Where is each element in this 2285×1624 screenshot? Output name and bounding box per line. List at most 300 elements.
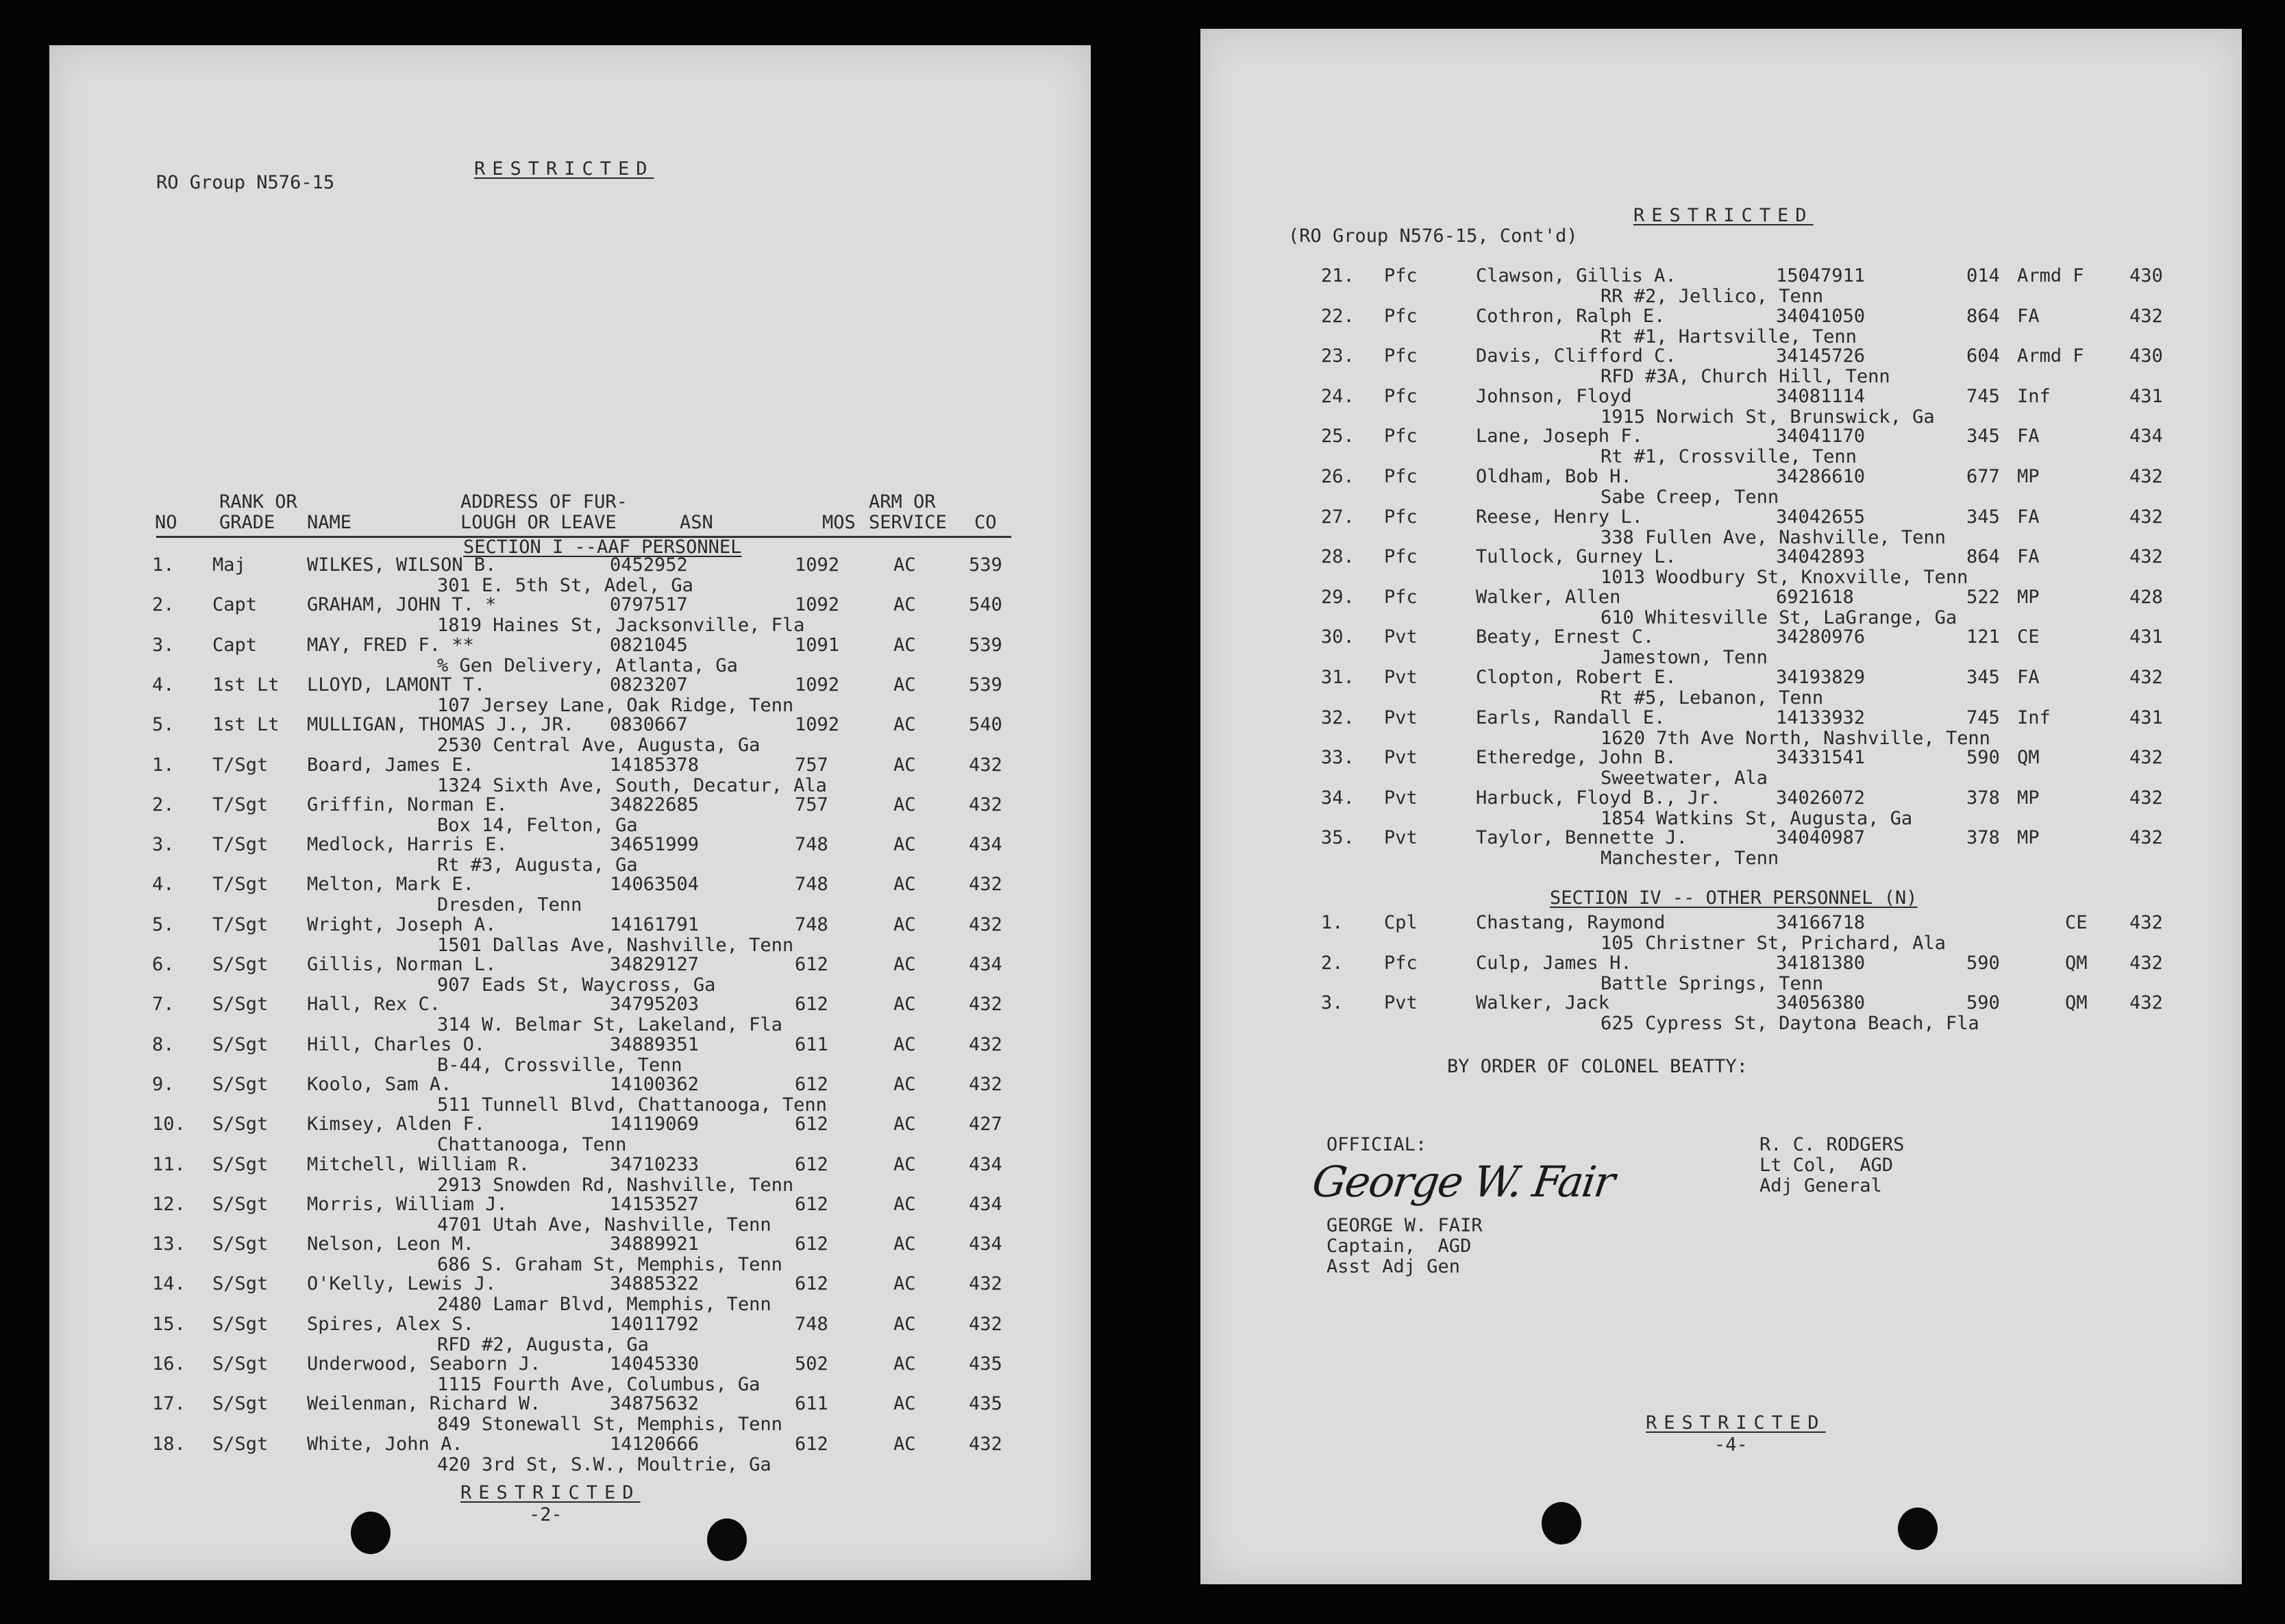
row-rank: S/Sgt [212, 1433, 269, 1455]
row-mos: 014 [1966, 265, 2000, 286]
row-company: 432 [969, 874, 1002, 896]
row-number: 17. [152, 1393, 186, 1415]
row-number: 2. [152, 793, 175, 815]
row-rank: Capt [212, 634, 258, 656]
table-row [1200, 828, 2242, 869]
row-name: Walker, Allen [1476, 586, 1621, 608]
row-address: 1620 7th Ave North, Nashville, Tenn [1601, 727, 1990, 749]
row-number: 3. [1321, 992, 1344, 1014]
row-arm-service: AC [893, 1193, 916, 1215]
table-row [1200, 346, 2242, 387]
row-company: 432 [2129, 912, 2163, 933]
row-number: 2. [1321, 952, 1344, 974]
row-number: 7. [152, 994, 175, 1016]
row-name: O'Kelly, Lewis J. [307, 1273, 497, 1295]
punch-hole [351, 1512, 391, 1554]
row-arm-service: QM [2017, 747, 2040, 769]
row-mos: 757 [795, 793, 828, 815]
row-arm-service: CE [2017, 626, 2040, 648]
row-arm-service: MP [2017, 827, 2040, 849]
row-mos: 1092 [795, 554, 840, 576]
table-row [49, 1035, 1091, 1076]
row-arm-service: AC [893, 874, 916, 896]
row-address: Battle Springs, Tenn [1601, 972, 1824, 994]
row-company: 435 [969, 1393, 1002, 1415]
section-title: SECTION I --AAF PERSONNEL [463, 537, 742, 558]
official-label: OFFICIAL: [1326, 1134, 1427, 1155]
row-name: Melton, Mark E. [307, 874, 474, 896]
row-address: 686 S. Graham St, Memphis, Tenn [437, 1254, 782, 1276]
row-arm-service: AC [893, 1073, 916, 1095]
document-page-right [1200, 29, 2242, 1584]
row-arm-service: FA [2017, 305, 2040, 327]
row-name: Johnson, Floyd [1476, 385, 1632, 407]
row-asn: 6921618 [1776, 586, 1854, 608]
row-company: 432 [969, 793, 1002, 815]
table-row [1200, 748, 2242, 789]
row-mos: 612 [795, 1233, 828, 1255]
row-mos: 590 [1966, 747, 2000, 769]
row-address: 1115 Fourth Ave, Columbus, Ga [437, 1374, 761, 1395]
row-address: 4701 Utah Ave, Nashville, Tenn [437, 1214, 771, 1235]
row-name: MAY, FRED F. ** [307, 634, 474, 656]
row-name: Etheredge, John B. [1476, 747, 1677, 769]
row-company: 539 [969, 634, 1002, 656]
row-company: 432 [2129, 787, 2163, 809]
row-asn: 34181380 [1776, 952, 1866, 974]
table-row [49, 595, 1091, 636]
row-arm-service: AC [893, 793, 916, 815]
row-number: 34. [1321, 787, 1355, 809]
header-address-line2: LOUGH OR LEAVE [460, 512, 617, 533]
row-number: 1. [152, 754, 175, 776]
row-rank: Pvt [1384, 626, 1418, 648]
row-mos: 604 [1966, 345, 2000, 367]
row-mos: 748 [795, 834, 828, 856]
row-address: RFD #2, Augusta, Ga [437, 1333, 649, 1355]
row-mos: 612 [795, 1193, 828, 1215]
row-name: Harbuck, Floyd B., Jr. [1476, 787, 1721, 809]
row-asn: 15047911 [1776, 265, 1866, 286]
row-number: 9. [152, 1073, 175, 1095]
row-asn: 34166718 [1776, 912, 1866, 933]
row-asn: 34795203 [610, 994, 700, 1016]
row-company: 432 [2129, 466, 2163, 487]
row-asn: 14153527 [610, 1193, 700, 1215]
row-asn: 14185378 [610, 754, 700, 776]
row-asn: 34081114 [1776, 385, 1866, 407]
row-arm-service: AC [893, 913, 916, 935]
row-company: 430 [2129, 265, 2163, 286]
row-mos: 611 [795, 1033, 828, 1055]
row-company: 432 [969, 913, 1002, 935]
row-name: Walker, Jack [1476, 992, 1610, 1014]
row-company: 434 [969, 954, 1002, 975]
row-address: Sabe Creep, Tenn [1601, 487, 1779, 508]
row-arm-service: AC [893, 1153, 916, 1175]
table-row [49, 1114, 1091, 1155]
row-arm-service: AC [893, 634, 916, 656]
punch-hole [1898, 1508, 1938, 1550]
row-company: 432 [2129, 667, 2163, 688]
table-row [1200, 953, 2242, 994]
row-arm-service: AC [893, 714, 916, 736]
row-number: 2. [152, 594, 175, 616]
row-name: Medlock, Harris E. [307, 834, 508, 856]
row-asn: 34193829 [1776, 667, 1866, 688]
row-arm-service: MP [2017, 787, 2040, 809]
row-mos: 745 [1966, 706, 2000, 728]
row-address: 107 Jersey Lane, Oak Ridge, Tenn [437, 694, 794, 716]
row-name: Hall, Rex C. [307, 994, 441, 1016]
table-row [1200, 587, 2242, 628]
table-row [1200, 993, 2242, 1034]
row-arm-service: MP [2017, 586, 2040, 608]
table-row [49, 715, 1091, 756]
header-no: NO [155, 512, 177, 533]
group-label: RO Group N576-15 [156, 172, 335, 193]
row-name: WILKES, WILSON B. [307, 554, 497, 576]
row-name: Cothron, Ralph E. [1476, 305, 1666, 327]
row-rank: Pfc [1384, 385, 1418, 407]
row-name: Underwood, Seaborn J. [307, 1353, 541, 1375]
row-number: 1. [152, 554, 175, 576]
row-mos: 378 [1966, 827, 2000, 849]
row-name: Koolo, Sam A. [307, 1073, 452, 1095]
row-name: Gillis, Norman L. [307, 954, 497, 975]
row-company: 432 [2129, 305, 2163, 327]
row-arm-service: AC [893, 1353, 916, 1375]
table-row [1200, 467, 2242, 508]
row-asn: 34041170 [1776, 426, 1866, 447]
page-number: -2- [529, 1504, 563, 1525]
table-row [49, 635, 1091, 676]
table-row [49, 1354, 1091, 1395]
row-mos: 345 [1966, 426, 2000, 447]
table-row [1200, 386, 2242, 428]
row-number: 4. [152, 874, 175, 896]
row-rank: Pvt [1384, 992, 1418, 1014]
row-mos: 1092 [795, 714, 840, 736]
row-number: 31. [1321, 667, 1355, 688]
row-name: Spires, Alex S. [307, 1313, 474, 1335]
row-company: 539 [969, 674, 1002, 696]
header-address-line1: ADDRESS OF FUR- [460, 491, 628, 513]
row-number: 25. [1321, 426, 1355, 447]
row-rank: S/Sgt [212, 1193, 269, 1215]
header-rank-line2: GRADE [219, 512, 275, 533]
row-arm-service: FA [2017, 667, 2040, 688]
row-mos: 612 [795, 994, 828, 1016]
row-arm-service: AC [893, 754, 916, 776]
official-name: GEORGE W. FAIR [1326, 1215, 1483, 1236]
row-asn: 34889921 [610, 1233, 700, 1255]
table-row [49, 1194, 1091, 1235]
row-address: 2530 Central Ave, Augusta, Ga [437, 735, 761, 756]
row-name: Hill, Charles O. [307, 1033, 486, 1055]
row-address: 610 Whitesville St, LaGrange, Ga [1601, 606, 1957, 628]
table-row [1200, 547, 2242, 588]
table-row [49, 1274, 1091, 1315]
row-asn: 34040987 [1776, 827, 1866, 849]
row-company: 430 [2129, 345, 2163, 367]
row-mos: 748 [795, 874, 828, 896]
row-arm-service: Armd F [2017, 345, 2084, 367]
punch-hole [707, 1518, 747, 1561]
table-row [1200, 667, 2242, 709]
row-arm-service: AC [893, 554, 916, 576]
row-rank: S/Sgt [212, 1393, 269, 1415]
row-number: 16. [152, 1353, 186, 1375]
row-address: 314 W. Belmar St, Lakeland, Fla [437, 1014, 782, 1036]
row-address: 1013 Woodbury St, Knoxville, Tenn [1601, 567, 1968, 589]
row-number: 13. [152, 1233, 186, 1255]
row-company: 431 [2129, 626, 2163, 648]
row-arm-service: AC [893, 1233, 916, 1255]
row-company: 432 [969, 1073, 1002, 1095]
page-number: -4- [1714, 1434, 1748, 1455]
row-asn: 34042655 [1776, 506, 1866, 528]
row-asn: 34875632 [610, 1393, 700, 1415]
row-address: 849 Stonewall St, Memphis, Tenn [437, 1414, 782, 1436]
row-arm-service: AC [893, 1114, 916, 1135]
table-row [49, 755, 1091, 796]
document-page-left [49, 45, 1091, 1580]
row-name: Beaty, Ernest C. [1476, 626, 1655, 648]
row-address: % Gen Delivery, Atlanta, Ga [437, 654, 738, 676]
signature: George W. Fair [1309, 1157, 1617, 1207]
commander-rank: Lt Col, AGD [1759, 1155, 1894, 1176]
row-asn: 34280976 [1776, 626, 1866, 648]
header-mos: MOS [822, 512, 856, 533]
row-arm-service: AC [893, 1313, 916, 1335]
row-asn: 34145726 [1776, 345, 1866, 367]
row-asn: 34331541 [1776, 747, 1866, 769]
row-number: 11. [152, 1153, 186, 1175]
row-rank: T/Sgt [212, 793, 269, 815]
row-address: 1501 Dallas Ave, Nashville, Tenn [437, 934, 794, 956]
row-asn: 34042893 [1776, 546, 1866, 568]
row-mos: 1092 [795, 594, 840, 616]
row-mos: 590 [1966, 952, 2000, 974]
row-asn: 14011792 [610, 1313, 700, 1335]
row-address: 1324 Sixth Ave, South, Decatur, Ala [437, 774, 827, 796]
row-asn: 14120666 [610, 1433, 700, 1455]
row-company: 432 [2129, 546, 2163, 568]
row-asn: 0830667 [610, 714, 688, 736]
row-rank: S/Sgt [212, 1073, 269, 1095]
row-company: 432 [2129, 747, 2163, 769]
row-address: 420 3rd St, S.W., Moultrie, Ga [437, 1453, 771, 1475]
row-company: 432 [2129, 827, 2163, 849]
row-address: Dresden, Tenn [437, 894, 582, 916]
table-row [49, 994, 1091, 1035]
row-company: 540 [969, 714, 1002, 736]
row-rank: Pfc [1384, 546, 1418, 568]
row-rank: Pvt [1384, 747, 1418, 769]
table-row [49, 1155, 1091, 1196]
row-company: 432 [969, 1313, 1002, 1335]
punch-hole [1542, 1502, 1581, 1545]
row-address: 511 Tunnell Blvd, Chattanooga, Tenn [437, 1094, 827, 1116]
row-address: 1854 Watkins St, Augusta, Ga [1601, 807, 1913, 829]
row-company: 431 [2129, 385, 2163, 407]
row-arm-service: AC [893, 1393, 916, 1415]
row-company: 432 [2129, 992, 2163, 1014]
table-row [1200, 306, 2242, 347]
row-rank: T/Sgt [212, 754, 269, 776]
row-rank: Pfc [1384, 952, 1418, 974]
row-address: Rt #1, Crossville, Tenn [1601, 446, 1857, 468]
row-mos: 677 [1966, 466, 2000, 487]
row-company: 432 [969, 754, 1002, 776]
row-mos: 745 [1966, 385, 2000, 407]
row-mos: 378 [1966, 787, 2000, 809]
table-row [49, 1074, 1091, 1116]
row-rank: T/Sgt [212, 834, 269, 856]
row-address: 301 E. 5th St, Adel, Ga [437, 575, 693, 596]
table-row [49, 1394, 1091, 1435]
row-arm-service: AC [893, 674, 916, 696]
row-rank: Pfc [1384, 506, 1418, 528]
row-company: 434 [969, 1193, 1002, 1215]
row-company: 432 [969, 1033, 1002, 1055]
row-company: 540 [969, 594, 1002, 616]
row-rank: Pfc [1384, 466, 1418, 487]
row-rank: S/Sgt [212, 1114, 269, 1135]
row-number: 29. [1321, 586, 1355, 608]
row-number: 23. [1321, 345, 1355, 367]
row-number: 6. [152, 954, 175, 975]
table-row [1200, 507, 2242, 548]
row-name: Tullock, Gurney L. [1476, 546, 1677, 568]
row-number: 24. [1321, 385, 1355, 407]
row-rank: S/Sgt [212, 1273, 269, 1295]
row-rank: S/Sgt [212, 1233, 269, 1255]
table-row [49, 835, 1091, 876]
table-row [1200, 266, 2242, 307]
row-asn: 34041050 [1776, 305, 1866, 327]
row-number: 14. [152, 1273, 186, 1295]
table-row [49, 915, 1091, 956]
row-mos: 1092 [795, 674, 840, 696]
row-asn: 0452952 [610, 554, 688, 576]
row-address: 1819 Haines St, Jacksonville, Fla [437, 615, 805, 637]
row-name: Davis, Clifford C. [1476, 345, 1677, 367]
row-rank: Pfc [1384, 586, 1418, 608]
row-rank: S/Sgt [212, 1313, 269, 1335]
row-number: 18. [152, 1433, 186, 1455]
row-address: 105 Christner St, Prichard, Ala [1601, 933, 1946, 954]
row-address: RR #2, Jellico, Tenn [1601, 286, 1824, 307]
row-arm-service: QM [2065, 992, 2088, 1014]
row-name: GRAHAM, JOHN T. * [307, 594, 497, 616]
row-number: 30. [1321, 626, 1355, 648]
row-address: 2480 Lamar Blvd, Memphis, Tenn [437, 1294, 771, 1316]
row-address: 1915 Norwich St, Brunswick, Ga [1601, 406, 1935, 428]
row-arm-service: Inf [2017, 706, 2051, 728]
row-address: Sweetwater, Ala [1601, 767, 1768, 789]
row-rank: Maj [212, 554, 246, 576]
row-mos: 757 [795, 754, 828, 776]
row-number: 3. [152, 634, 175, 656]
row-mos: 612 [795, 954, 828, 975]
row-number: 26. [1321, 466, 1355, 487]
row-mos: 345 [1966, 667, 2000, 688]
row-rank: 1st Lt [212, 674, 280, 696]
table-row [1200, 708, 2242, 749]
row-rank: S/Sgt [212, 954, 269, 975]
row-name: Weilenman, Richard W. [307, 1393, 541, 1415]
row-address: 907 Eads St, Waycross, Ga [437, 974, 716, 996]
row-rank: S/Sgt [212, 1153, 269, 1175]
restricted-footer: RESTRICTED [460, 1482, 641, 1503]
row-asn: 34710233 [610, 1153, 700, 1175]
header-co: CO [974, 512, 997, 533]
row-address: 338 Fullen Ave, Nashville, Tenn [1601, 526, 1946, 548]
row-asn: 34885322 [610, 1273, 700, 1295]
row-asn: 14161791 [610, 913, 700, 935]
row-name: MULLIGAN, THOMAS J., JR. [307, 714, 575, 736]
row-rank: T/Sgt [212, 913, 269, 935]
restricted-header: RESTRICTED [1633, 205, 1814, 226]
row-arm-service: FA [2017, 506, 2040, 528]
row-asn: 0823207 [610, 674, 688, 696]
row-rank: S/Sgt [212, 1353, 269, 1375]
table-row [49, 795, 1091, 836]
row-address: Chattanooga, Tenn [437, 1134, 627, 1156]
table-row [49, 1434, 1091, 1475]
row-mos: 1091 [795, 634, 840, 656]
row-name: Reese, Henry L. [1476, 506, 1643, 528]
table-row [1200, 426, 2242, 467]
row-mos: 522 [1966, 586, 2000, 608]
row-mos: 345 [1966, 506, 2000, 528]
row-number: 5. [152, 913, 175, 935]
row-asn: 34056380 [1776, 992, 1866, 1014]
table-row [1200, 788, 2242, 829]
row-asn: 14133932 [1776, 706, 1866, 728]
row-name: Lane, Joseph F. [1476, 426, 1643, 447]
row-mos: 864 [1966, 546, 2000, 568]
row-asn: 34822685 [610, 793, 700, 815]
table-row [49, 675, 1091, 716]
row-address: Rt #1, Hartsville, Tenn [1601, 325, 1857, 347]
row-asn: 34026072 [1776, 787, 1866, 809]
row-number: 1. [1321, 912, 1344, 933]
row-asn: 34889351 [610, 1033, 700, 1055]
row-address: Box 14, Felton, Ga [437, 814, 638, 836]
row-name: Nelson, Leon M. [307, 1233, 474, 1255]
header-name: NAME [307, 512, 352, 533]
row-asn: 14045330 [610, 1353, 700, 1375]
row-name: Board, James E. [307, 754, 474, 776]
row-company: 434 [969, 834, 1002, 856]
commander-name: R. C. RODGERS [1759, 1134, 1905, 1155]
row-name: Clawson, Gillis A. [1476, 265, 1677, 286]
row-rank: 1st Lt [212, 714, 280, 736]
row-name: Earls, Randall E. [1476, 706, 1666, 728]
row-arm-service: AC [893, 1273, 916, 1295]
row-rank: Pfc [1384, 265, 1418, 286]
row-mos: 864 [1966, 305, 2000, 327]
row-arm-service: AC [893, 594, 916, 616]
official-title: Asst Adj Gen [1326, 1256, 1461, 1277]
by-order-line: BY ORDER OF COLONEL BEATTY: [1447, 1056, 1748, 1077]
row-arm-service: FA [2017, 546, 2040, 568]
row-mos: 612 [795, 1273, 828, 1295]
row-arm-service: Armd F [2017, 265, 2084, 286]
